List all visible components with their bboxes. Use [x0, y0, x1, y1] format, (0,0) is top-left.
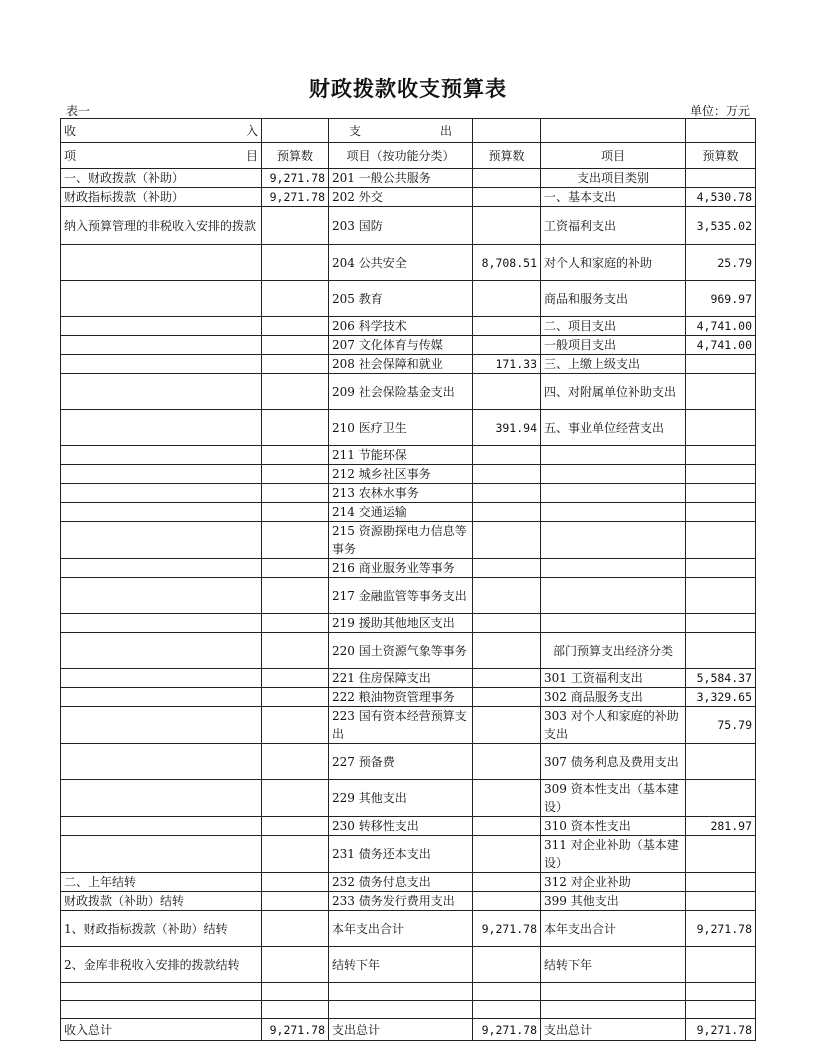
expense-category-item [541, 503, 686, 522]
header-blank [541, 119, 686, 143]
expense-category-item [541, 484, 686, 503]
table-row [61, 559, 756, 578]
expense-func-budget [473, 465, 541, 484]
income-item [61, 355, 262, 374]
income-item [61, 484, 262, 503]
income-budget [262, 873, 329, 892]
expense-func-item: 217 金融监管等事务支出 [329, 578, 473, 614]
expense-func-item: 本年支出合计 [329, 911, 473, 947]
expense-category-item: 本年支出合计 [541, 911, 686, 947]
expense-func-item: 223 国有资本经营预算支出 [329, 707, 473, 744]
income-budget [262, 614, 329, 633]
expense-func-budget [473, 983, 541, 1001]
income-item [61, 983, 262, 1001]
income-budget: 9,271.78 [262, 1019, 329, 1041]
income-item: 收入总计 [61, 1019, 262, 1041]
expense-category-budget [686, 614, 756, 633]
table-row [61, 669, 756, 688]
expense-category-budget: 75.79 [686, 707, 756, 744]
income-budget [262, 465, 329, 484]
income-budget [262, 817, 329, 836]
header-blank [262, 119, 329, 143]
table-row [61, 355, 756, 374]
expense-func-item: 222 粮油物资管理事务 [329, 688, 473, 707]
income-item [61, 245, 262, 281]
income-item: 财政指标拨款（补助） [61, 188, 262, 207]
expense-category-budget [686, 484, 756, 503]
expense-func-budget [473, 503, 541, 522]
expense-func-budget [473, 873, 541, 892]
expense-func-item: 219 援助其他地区支出 [329, 614, 473, 633]
expense-func-budget [473, 188, 541, 207]
header-blank [686, 119, 756, 143]
item-func-header: 项目（按功能分类） [329, 143, 473, 169]
expense-category-item: 307 债务利息及费用支出 [541, 744, 686, 780]
expense-func-budget [473, 780, 541, 817]
expense-func-item [329, 983, 473, 1001]
income-budget [262, 633, 329, 669]
income-budget [262, 559, 329, 578]
income-budget [262, 578, 329, 614]
expense-category-item: 结转下年 [541, 947, 686, 983]
income-item [61, 688, 262, 707]
income-item [61, 522, 262, 559]
income-budget [262, 780, 329, 817]
expense-category-item: 309 资本性支出（基本建设） [541, 780, 686, 817]
income-item [61, 817, 262, 836]
table-row [61, 614, 756, 633]
table-row [61, 465, 756, 484]
expense-category-budget [686, 522, 756, 559]
table-row [61, 317, 756, 336]
income-item [61, 465, 262, 484]
expense-func-item: 支出总计 [329, 1019, 473, 1041]
expense-func-budget [473, 817, 541, 836]
income-item [61, 633, 262, 669]
expense-func-item: 229 其他支出 [329, 780, 473, 817]
income-budget [262, 317, 329, 336]
income-item [61, 780, 262, 817]
expense-func-budget [473, 744, 541, 780]
income-budget [262, 355, 329, 374]
expense-category-item: 五、事业单位经营支出 [541, 410, 686, 446]
income-item [61, 503, 262, 522]
expense-category-item [541, 559, 686, 578]
expense-category-budget: 9,271.78 [686, 1019, 756, 1041]
expense-category-budget: 3,329.65 [686, 688, 756, 707]
expense-category-item: 一、基本支出 [541, 188, 686, 207]
expense-category-budget [686, 947, 756, 983]
table-row [61, 947, 756, 983]
expense-func-budget [473, 892, 541, 911]
expense-category-budget [686, 873, 756, 892]
item-header: 项 目 [61, 143, 262, 169]
income-item: 一、财政拨款（补助） [61, 169, 262, 188]
income-item [61, 559, 262, 578]
table-number: 表一 [66, 104, 91, 118]
expense-func-budget [473, 669, 541, 688]
income-budget: 9,271.78 [262, 188, 329, 207]
income-budget [262, 983, 329, 1001]
expense-category-budget [686, 780, 756, 817]
income-item [61, 410, 262, 446]
table-row [61, 744, 756, 780]
expense-category-item: 311 对企业补助（基本建设） [541, 836, 686, 873]
table-row [61, 688, 756, 707]
expense-func-budget [473, 169, 541, 188]
expense-func-item: 202 外交 [329, 188, 473, 207]
expense-category-budget [686, 1001, 756, 1019]
expense-category-budget [686, 836, 756, 873]
table-row [61, 188, 756, 207]
expense-category-item [541, 983, 686, 1001]
expense-category-item [541, 465, 686, 484]
income-budget [262, 281, 329, 317]
expense-func-budget [473, 336, 541, 355]
expense-category-budget: 5,584.37 [686, 669, 756, 688]
expense-category-budget [686, 578, 756, 614]
expense-category-budget: 9,271.78 [686, 911, 756, 947]
income-budget [262, 522, 329, 559]
income-item [61, 836, 262, 873]
income-budget [262, 688, 329, 707]
expense-category-budget [686, 503, 756, 522]
income-header: 收 入 [61, 119, 262, 143]
expense-category-budget: 4,741.00 [686, 336, 756, 355]
expense-category-item: 对个人和家庭的补助 [541, 245, 686, 281]
table-row [61, 633, 756, 669]
income-item [61, 336, 262, 355]
expense-category-budget [686, 446, 756, 465]
income-budget [262, 836, 329, 873]
expense-func-budget: 9,271.78 [473, 1019, 541, 1041]
table-row [61, 374, 756, 410]
expense-category-budget [686, 633, 756, 669]
table-row [61, 336, 756, 355]
expense-func-budget: 9,271.78 [473, 911, 541, 947]
table-row [61, 522, 756, 559]
income-item [61, 707, 262, 744]
expense-category-item [541, 614, 686, 633]
expense-func-budget [473, 707, 541, 744]
expense-func-budget [473, 281, 541, 317]
expense-category-budget [686, 410, 756, 446]
table-row [61, 484, 756, 503]
expense-category-budget: 3,535.02 [686, 207, 756, 245]
expense-category-budget [686, 169, 756, 188]
expense-func-budget [473, 578, 541, 614]
table-row [61, 873, 756, 892]
expense-func-item: 207 文化体育与传媒 [329, 336, 473, 355]
expense-func-item: 231 债务还本支出 [329, 836, 473, 873]
expense-category-budget: 4,530.78 [686, 188, 756, 207]
income-item [61, 614, 262, 633]
income-budget [262, 744, 329, 780]
table-row [61, 578, 756, 614]
header-row-sub [61, 143, 756, 169]
expense-func-item: 205 教育 [329, 281, 473, 317]
table-row [61, 707, 756, 744]
expense-category-item: 二、项目支出 [541, 317, 686, 336]
income-budget [262, 707, 329, 744]
expense-func-budget [473, 484, 541, 503]
table-row [61, 207, 756, 245]
expense-category-item: 支出总计 [541, 1019, 686, 1041]
expense-func-item [329, 1001, 473, 1019]
income-budget: 9,271.78 [262, 169, 329, 188]
page-title: 财政拨款收支预算表 [309, 76, 507, 101]
table-row [61, 169, 756, 188]
expense-category-budget: 969.97 [686, 281, 756, 317]
income-budget [262, 669, 329, 688]
expense-category-item: 商品和服务支出 [541, 281, 686, 317]
expense-func-budget [473, 374, 541, 410]
expense-func-item: 203 国防 [329, 207, 473, 245]
expense-func-budget [473, 559, 541, 578]
expense-category-item: 部门预算支出经济分类 [541, 633, 686, 669]
income-budget [262, 947, 329, 983]
expense-category-item [541, 1001, 686, 1019]
expense-func-item: 216 商业服务业等事务 [329, 559, 473, 578]
expense-header: 支 出 [329, 119, 473, 143]
expense-func-item: 结转下年 [329, 947, 473, 983]
expense-category-budget [686, 374, 756, 410]
item-header-3: 项目 [541, 143, 686, 169]
income-budget [262, 484, 329, 503]
expense-func-item: 210 医疗卫生 [329, 410, 473, 446]
expense-func-item: 211 节能环保 [329, 446, 473, 465]
income-item [61, 578, 262, 614]
income-item: 财政拨款（补助）结转 [61, 892, 262, 911]
header-blank [473, 119, 541, 143]
expense-category-item: 一般项目支出 [541, 336, 686, 355]
expense-category-item [541, 446, 686, 465]
expense-category-item: 工资福利支出 [541, 207, 686, 245]
expense-func-item: 232 债务付息支出 [329, 873, 473, 892]
table-row [61, 503, 756, 522]
expense-func-budget [473, 317, 541, 336]
expense-func-item: 209 社会保险基金支出 [329, 374, 473, 410]
expense-func-item: 214 交通运输 [329, 503, 473, 522]
expense-func-budget [473, 207, 541, 245]
expense-func-budget: 391.94 [473, 410, 541, 446]
expense-category-item: 302 商品服务支出 [541, 688, 686, 707]
income-budget [262, 1001, 329, 1019]
income-budget [262, 336, 329, 355]
expense-func-budget [473, 1001, 541, 1019]
income-budget [262, 410, 329, 446]
budget-header: 预算数 [262, 143, 329, 169]
table-row [61, 410, 756, 446]
expense-category-item [541, 522, 686, 559]
expense-func-item: 204 公共安全 [329, 245, 473, 281]
expense-func-item: 208 社会保障和就业 [329, 355, 473, 374]
table-row [61, 911, 756, 947]
income-item: 1、财政指标拨款（补助）结转 [61, 911, 262, 947]
income-budget [262, 503, 329, 522]
expense-category-item: 303 对个人和家庭的补助支出 [541, 707, 686, 744]
expense-func-item: 233 债务发行费用支出 [329, 892, 473, 911]
expense-category-budget [686, 465, 756, 484]
expense-category-budget [686, 892, 756, 911]
expense-func-budget: 8,708.51 [473, 245, 541, 281]
expense-category-item: 三、上缴上级支出 [541, 355, 686, 374]
unit-label: 单位：万元 [689, 104, 750, 118]
expense-func-item: 227 预备费 [329, 744, 473, 780]
expense-category-budget: 25.79 [686, 245, 756, 281]
expense-category-budget [686, 983, 756, 1001]
expense-category-budget [686, 355, 756, 374]
table-row [61, 780, 756, 817]
expense-func-item: 220 国土资源气象等事务 [329, 633, 473, 669]
expense-func-item: 212 城乡社区事务 [329, 465, 473, 484]
table-row [61, 817, 756, 836]
expense-func-item: 206 科学技术 [329, 317, 473, 336]
table-row [61, 281, 756, 317]
expense-func-budget [473, 446, 541, 465]
expense-category-budget [686, 744, 756, 780]
expense-func-budget: 171.33 [473, 355, 541, 374]
expense-func-item: 230 转移性支出 [329, 817, 473, 836]
table-row [61, 1001, 756, 1019]
table-row [61, 446, 756, 465]
budget-header-2: 预算数 [473, 143, 541, 169]
expense-category-budget: 4,741.00 [686, 317, 756, 336]
expense-func-item: 213 农林水事务 [329, 484, 473, 503]
budget-header-3: 预算数 [686, 143, 756, 169]
table-row [61, 1019, 756, 1041]
income-budget [262, 245, 329, 281]
expense-category-item [541, 578, 686, 614]
income-item [61, 669, 262, 688]
income-item [61, 744, 262, 780]
expense-func-item: 221 住房保障支出 [329, 669, 473, 688]
expense-category-item: 四、对附属单位补助支出 [541, 374, 686, 410]
header-row-top [61, 119, 756, 143]
expense-func-budget [473, 947, 541, 983]
expense-category-item: 支出项目类别 [541, 169, 686, 188]
income-budget [262, 911, 329, 947]
table-row [61, 892, 756, 911]
expense-func-item: 201 一般公共服务 [329, 169, 473, 188]
expense-func-budget [473, 633, 541, 669]
income-item: 二、上年结转 [61, 873, 262, 892]
budget-table [60, 118, 756, 1041]
expense-category-item: 310 资本性支出 [541, 817, 686, 836]
income-item: 纳入预算管理的非税收入安排的拨款 [61, 207, 262, 245]
income-item: 2、金库非税收入安排的拨款结转 [61, 947, 262, 983]
table-row [61, 245, 756, 281]
expense-func-budget [473, 522, 541, 559]
expense-func-budget [473, 614, 541, 633]
expense-category-budget [686, 559, 756, 578]
expense-func-budget [473, 836, 541, 873]
expense-category-budget: 281.97 [686, 817, 756, 836]
expense-func-item: 215 资源勘探电力信息等事务 [329, 522, 473, 559]
expense-func-budget [473, 688, 541, 707]
income-budget [262, 446, 329, 465]
table-row [61, 983, 756, 1001]
table-row [61, 836, 756, 873]
expense-category-item: 399 其他支出 [541, 892, 686, 911]
expense-category-item: 301 工资福利支出 [541, 669, 686, 688]
income-budget [262, 892, 329, 911]
income-budget [262, 374, 329, 410]
income-item [61, 374, 262, 410]
income-item [61, 446, 262, 465]
income-item [61, 1001, 262, 1019]
income-budget [262, 207, 329, 245]
income-item [61, 281, 262, 317]
expense-category-item: 312 对企业补助 [541, 873, 686, 892]
income-item [61, 317, 262, 336]
